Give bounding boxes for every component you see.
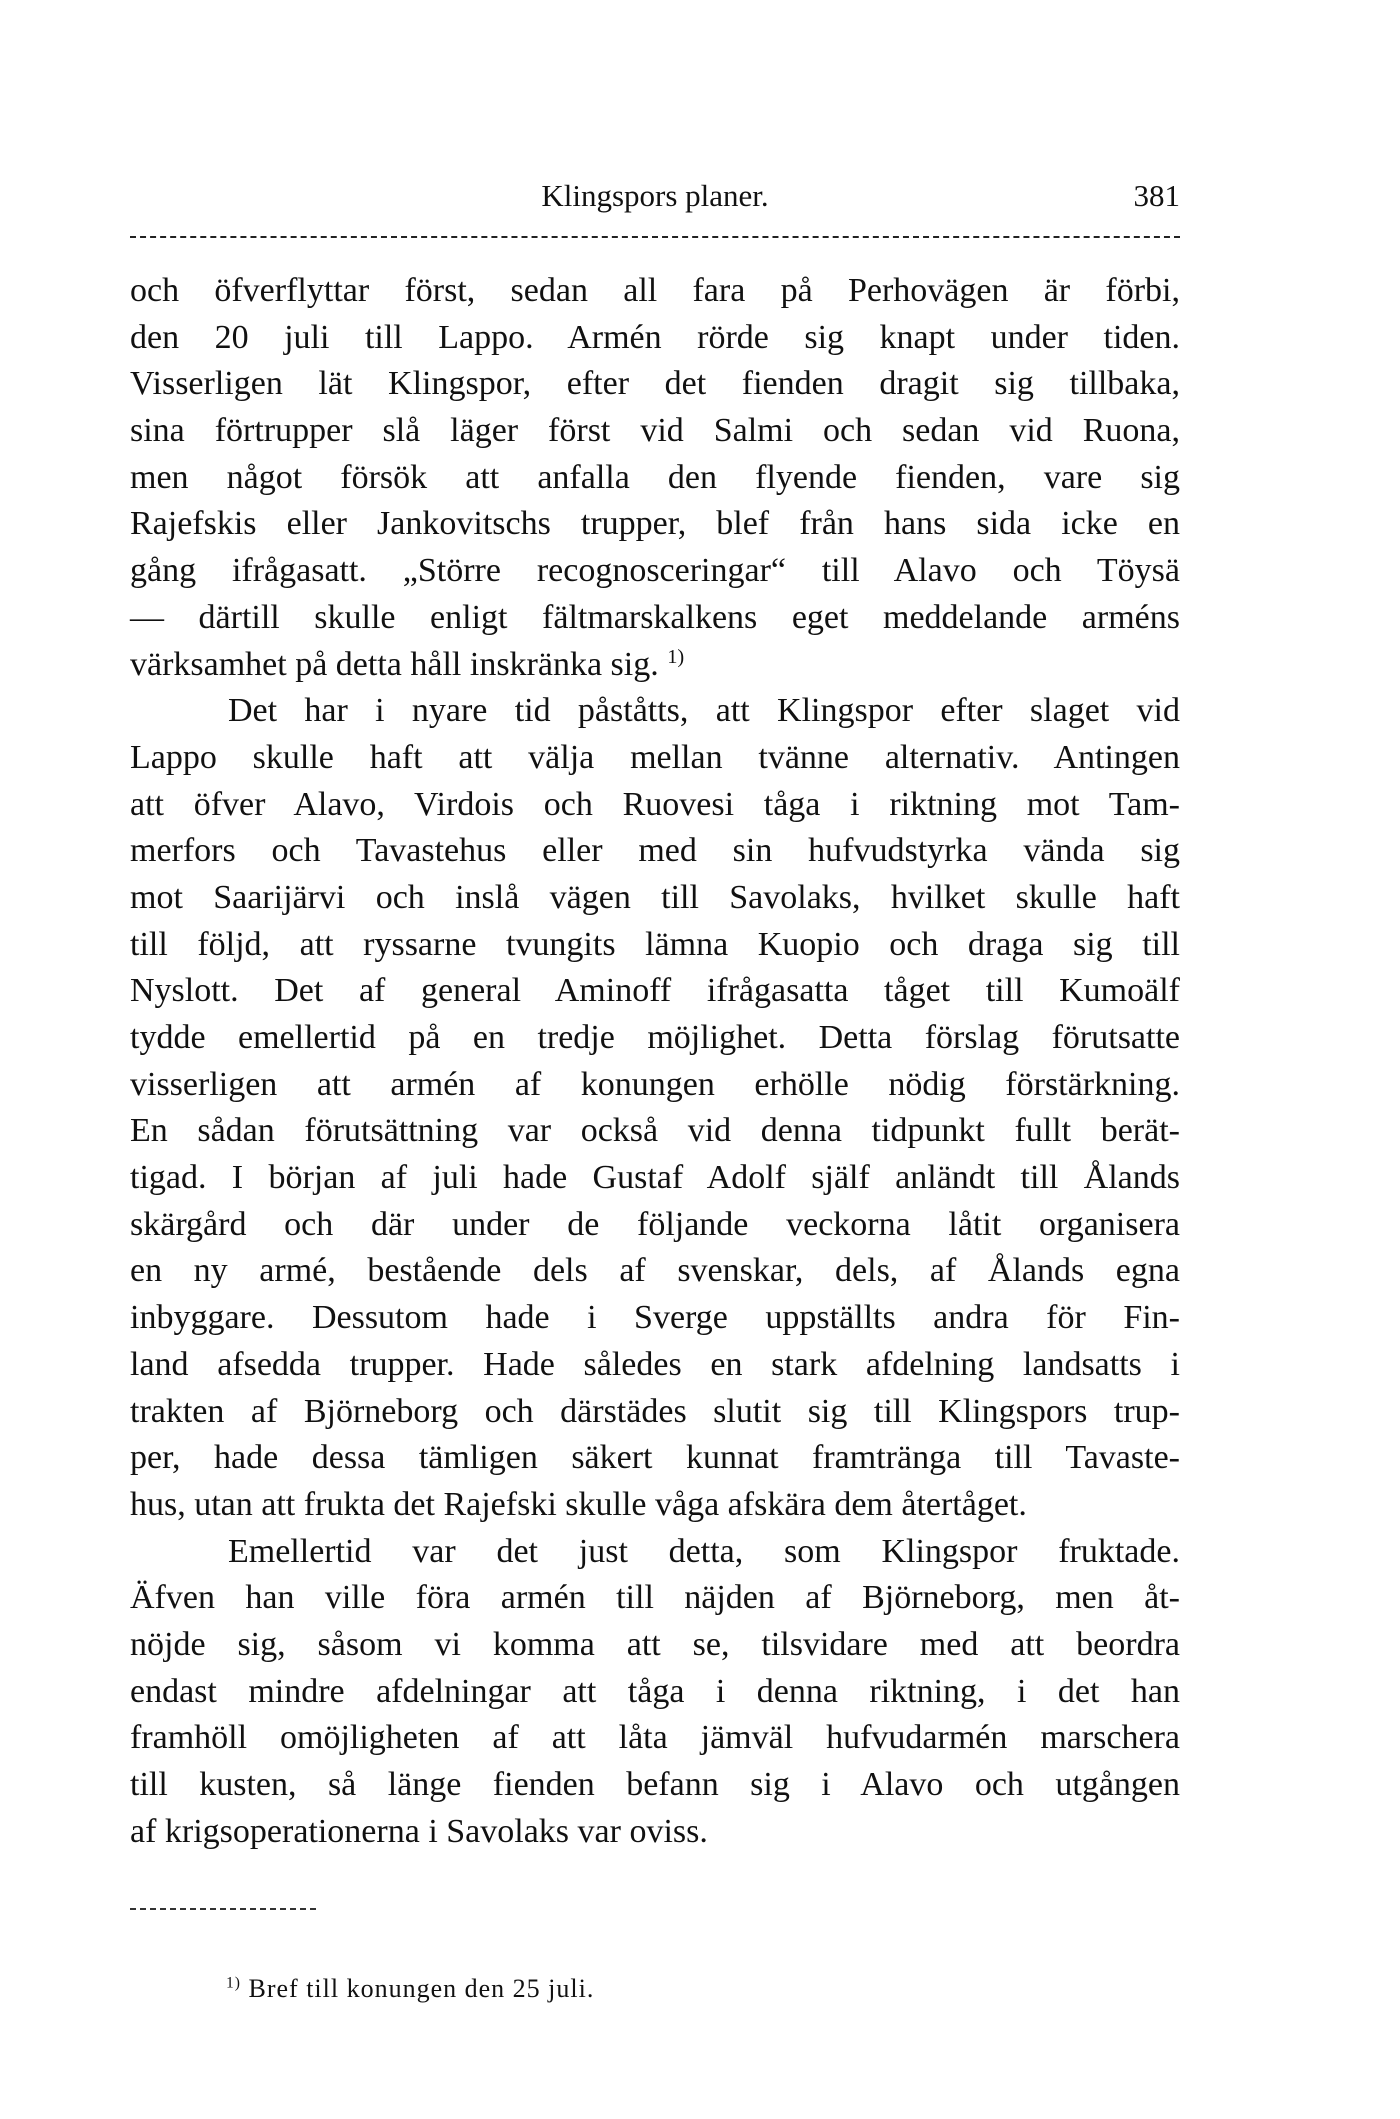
text-line: Rajefskis eller Jankovitschs trupper, blef från hans sida icke en: [130, 505, 1180, 543]
header-rule: [130, 236, 1180, 238]
text-line: visserligen att armén af konungen erhölle nödig förstärkning.: [130, 1065, 1180, 1103]
running-header: [130, 178, 1180, 222]
text-line: att öfver Alavo, Virdois och Ruovesi tåga i riktning mot Tam-: [130, 785, 1180, 823]
footnote-rule: [130, 1908, 316, 1910]
text-line: den 20 juli till Lappo. Armén rörde sig knapt under tiden.: [130, 318, 1180, 356]
text-line: land afsedda trupper. Hade således en stark afdelning landsatts i: [130, 1345, 1180, 1383]
text-line: Äfven han ville föra armén till näjden af Björneborg, men åt-: [130, 1579, 1180, 1617]
text-line: Lappo skulle haft att välja mellan tvänne alternativ. Antingen: [130, 738, 1180, 776]
text-line: hus, utan att frukta det Rajefski skulle våga afskära dem återtåget.: [130, 1485, 1027, 1523]
text-line: tydde emellertid på en tredje möjlighet. Detta förslag förutsatte: [130, 1019, 1180, 1056]
text-line: en ny armé, bestående dels af svenskar, dels, af Ålands egna: [130, 1252, 1180, 1290]
text-line: sina förtrupper slå läger först vid Salmi och sedan vid Ruona,: [130, 412, 1180, 450]
text-line: En sådan förutsättning var också vid denna tidpunkt fullt berät-: [130, 1112, 1180, 1150]
text-line: gång ifrågasatt. „Större recognosceringar“ till Alavo och Töysä: [130, 552, 1180, 590]
text-line: framhöll omöjligheten af att låta jämväl hufvudarmén marschera: [130, 1719, 1180, 1757]
text-line: Det har i nyare tid påståtts, att Klingspor efter slaget vid: [228, 692, 1180, 730]
text-line: inbyggare. Dessutom hade i Sverge uppställts andra för Fin-: [130, 1299, 1180, 1337]
text-line: [130, 642, 1180, 689]
footnote-text: Bref till konungen den 25 juli.: [248, 1974, 595, 2003]
footnote: [226, 1974, 594, 2004]
text-line: skärgård och där under de följande veckorna låtit organisera: [130, 1205, 1180, 1243]
footnote-reference: 1): [667, 645, 685, 668]
footnote-marker: 1): [226, 1974, 241, 1992]
text-line: nöjde sig, såsom vi komma att se, tilsvidare med att beordra: [130, 1625, 1180, 1663]
running-title: Klingspors planer.: [541, 178, 769, 213]
text-line: Nyslott. Det af general Aminoff ifrågasatta tåget till Kumoälf: [130, 972, 1180, 1010]
text-line: trakten af Björneborg och därstädes slutit sig till Klingspors trup-: [130, 1392, 1180, 1430]
text-line: tigad. I början af juli hade Gustaf Adolf själf anländt till Ålands: [130, 1159, 1180, 1197]
text-line: Visserligen lät Klingspor, efter det fienden dragit sig tillbaka,: [130, 365, 1180, 403]
text-line: men något försök att anfalla den flyende fienden, vare sig: [130, 458, 1180, 496]
text-line: mot Saarijärvi och inslå vägen till Savolaks, hvilket skulle haft: [130, 878, 1180, 916]
text-line: endast mindre afdelningar att tåga i denna riktning, i det han: [130, 1672, 1180, 1710]
text-line: per, hade dessa tämligen säkert kunnat framtränga till Tavaste-: [130, 1439, 1180, 1477]
text-line: Emellertid var det just detta, som Klingspor fruktade.: [228, 1532, 1180, 1570]
text-line: — därtill skulle enligt fältmarskalkens eget meddelande arméns: [130, 598, 1180, 636]
text-line: och öfverflyttar först, sedan all fara på Perhovägen är förbi,: [130, 272, 1180, 309]
body-text: [130, 268, 1180, 1855]
text-line: till följd, att ryssarne tvungits lämna Kuopio och draga sig till: [130, 925, 1180, 963]
text-line: till kusten, så länge fienden befann sig i Alavo och utgången: [130, 1766, 1180, 1803]
text-line-content: värksamhet på detta håll inskränka sig.: [130, 645, 659, 683]
text-line: af krigsoperationerna i Savolaks var oviss.: [130, 1812, 708, 1850]
text-line: merfors och Tavastehus eller med sin hufvudstyrka vända sig: [130, 832, 1180, 870]
page-number: 381: [1133, 178, 1180, 213]
